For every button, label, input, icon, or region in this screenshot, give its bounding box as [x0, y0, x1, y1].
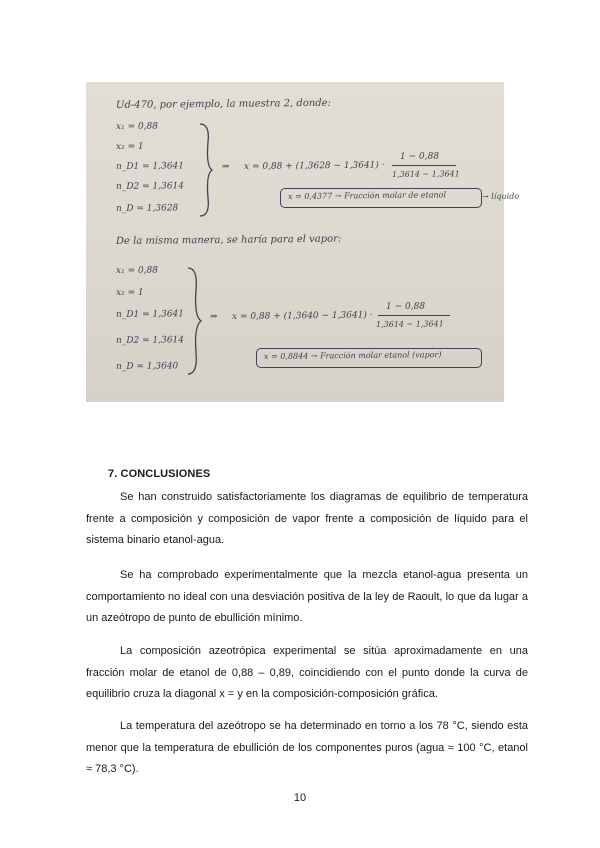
vapor-var-x1: x₁ = 0,88 — [115, 265, 159, 276]
vapor-fraction-denominator: 1,3614 − 1,3641 — [375, 319, 444, 329]
page-number: 10 — [293, 792, 307, 804]
handwritten-calculation-photo — [86, 82, 520, 402]
liquid-equation: x = 0,88 + (1,3628 − 1,3641) · — [243, 160, 385, 172]
liquid-brace — [198, 122, 214, 218]
liquid-result-suffix: → líquido — [481, 191, 520, 201]
liquid-implies-arrow: ⇒ — [221, 161, 230, 172]
vapor-implies-arrow: ⇒ — [209, 311, 218, 322]
vapor-fraction-numerator: 1 − 0,88 — [385, 301, 426, 312]
liquid-var-x1: x₁ = 0,88 — [115, 121, 159, 132]
conclusion-paragraph-3: La composición azeotrópica experimental se sitúa aproximadamente en una fracción molar de etanol de 0,88 – 0,89, coincidiendo con el punto donde la curva de equilibrio cruza la diagonal x = y en la composición-composición gráfica. — [86, 645, 528, 701]
vapor-var-nd2: n_D2 = 1,3614 — [115, 335, 185, 346]
vapor-var-nd: n_D = 1,3640 — [115, 361, 179, 372]
vapor-var-x2: x₂ = 1 — [115, 287, 144, 298]
liquid-var-x2: x₂ = 1 — [115, 141, 144, 152]
vapor-equation: x = 0,88 + (1,3640 − 1,3641) · — [231, 310, 373, 322]
conclusion-paragraph-4: La temperatura del azeótropo se ha determinado en torno a los 78 °C, siendo esta menor que la temperatura de ebullición de los componentes puros (agua ≈ 100 °C, etanol ≈ 78,3 °C). — [86, 720, 528, 776]
liquid-var-nd2: n_D2 = 1,3614 — [115, 181, 185, 192]
conclusion-paragraph-2: Se ha comprobado experimentalmente que la mezcla etanol-agua presenta un comportamiento no ideal con una desviación positiva de la ley de Raoult, lo que da lugar a un azeótropo de punto de ebullición mínimo. — [86, 569, 528, 625]
vapor-result: x = 0,8844 → Fracción molar etanol (vapor) — [263, 350, 442, 361]
handwritten-vapor-intro: De la misma manera, se haría para el vapor: — [115, 233, 342, 247]
liquid-result: x = 0,4377 → Fracción molar de etanol — [287, 190, 447, 201]
conclusion-paragraph-1: Se han construido satisfactoriamente los diagramas de equilibrio de temperatura frente a composición y composición de vapor frente a composición de líquido para el sistema binario etanol-agua. — [86, 491, 528, 547]
liquid-fraction-bar — [392, 165, 456, 166]
vapor-var-nd1: n_D1 = 1,3641 — [115, 309, 185, 320]
vapor-fraction-bar — [378, 315, 450, 316]
handwritten-intro: Ud-470, por ejemplo, la muestra 2, donde: — [115, 97, 331, 111]
liquid-fraction-numerator: 1 − 0,88 — [399, 151, 440, 162]
vapor-brace — [186, 266, 204, 376]
liquid-fraction-denominator: 1,3614 − 1,3641 — [391, 169, 460, 179]
liquid-var-nd1: n_D1 = 1,3641 — [115, 161, 185, 172]
liquid-var-nd: n_D = 1,3628 — [115, 203, 179, 214]
section-heading-conclusiones: 7. CONCLUSIONES — [108, 468, 211, 480]
